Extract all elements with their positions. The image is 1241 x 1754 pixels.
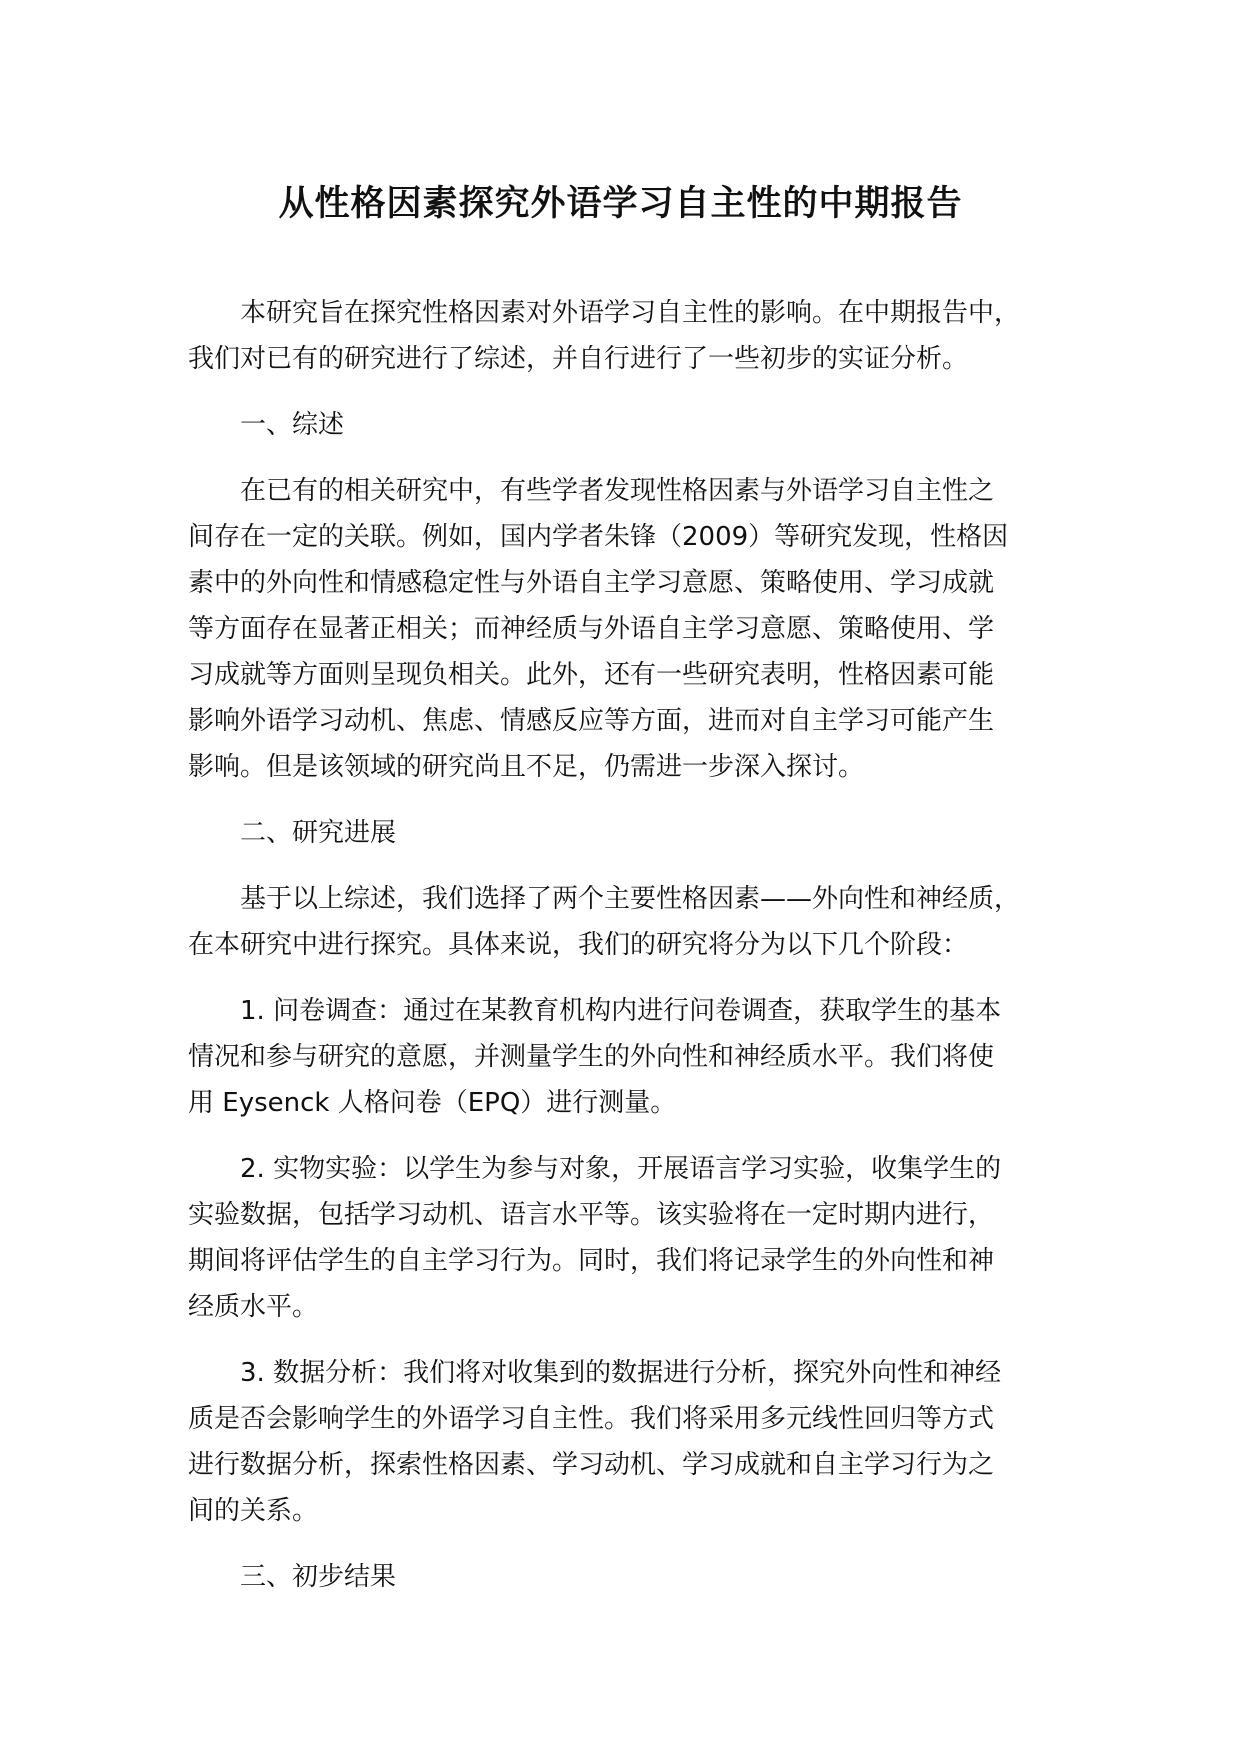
overview-paragraph: [188, 468, 1088, 790]
section-heading-progress: 二、研究进展: [240, 818, 397, 848]
list-item-data-analysis: [188, 1350, 1088, 1534]
text-line: 用 Eysenck 人格问卷（EPQ）进行测量。: [188, 1088, 677, 1118]
list-item-experiment: [188, 1146, 1088, 1330]
text-line: 期间将评估学生的自主学习行为。同时，我们将记录学生的外向性和神: [188, 1246, 995, 1276]
text-line: 在本研究中进行探究。具体来说，我们的研究将分为以下几个阶段：: [188, 930, 969, 960]
document-title: 从性格因素探究外语学习自主性的中期报告: [278, 184, 963, 224]
text-line: 实验数据，包括学习动机、语言水平等。该实验将在一定时期内进行，: [188, 1200, 995, 1230]
text-line: 3. 数据分析：我们将对收集到的数据进行分析，探究外向性和神经: [240, 1358, 1002, 1388]
text-line: 等方面存在显著正相关；而神经质与外语自主学习意愿、策略使用、学: [188, 614, 995, 644]
progress-paragraph: [188, 876, 1088, 968]
text-line: 间存在一定的关联。例如，国内学者朱锋（2009）等研究发现，性格因: [188, 522, 1009, 552]
section-heading-overview: 一、综述: [240, 410, 345, 440]
text-line: 经质水平。: [188, 1292, 319, 1322]
text-line: 情况和参与研究的意愿，并测量学生的外向性和神经质水平。我们将使: [188, 1042, 995, 1072]
text-line: 影响外语学习动机、焦虑、情感反应等方面，进而对自主学习可能产生: [188, 706, 995, 736]
text-line: 间的关系。: [188, 1496, 319, 1526]
text-line: 1. 问卷调查：通过在某教育机构内进行问卷调查，获取学生的基本: [240, 996, 1002, 1026]
text-line: 影响。但是该领域的研究尚且不足，仍需进一步深入探讨。: [188, 752, 865, 782]
text-line: 我们对已有的研究进行了综述，并自行进行了一些初步的实证分析。: [188, 344, 969, 374]
text-line: 质是否会影响学生的外语学习自主性。我们将采用多元线性回归等方式: [188, 1404, 995, 1434]
text-line: 进行数据分析，探索性格因素、学习动机、学习成就和自主学习行为之: [188, 1450, 995, 1480]
intro-paragraph: [188, 290, 1088, 382]
text-line: 习成就等方面则呈现负相关。此外，还有一些研究表明，性格因素可能: [188, 660, 995, 690]
document-body: [188, 290, 1088, 1620]
list-item-questionnaire: [188, 988, 1088, 1126]
text-line: 素中的外向性和情感稳定性与外语自主学习意愿、策略使用、学习成就: [188, 568, 995, 598]
section-heading-preliminary-results: 三、初步结果: [240, 1562, 397, 1592]
text-line: 基于以上综述，我们选择了两个主要性格因素——外向性和神经质，: [240, 884, 1021, 914]
text-line: 本研究旨在探究性格因素对外语学习自主性的影响。在中期报告中，: [240, 298, 1021, 328]
text-line: 在已有的相关研究中，有些学者发现性格因素与外语学习自主性之: [240, 476, 995, 506]
text-line: 2. 实物实验：以学生为参与对象，开展语言学习实验，收集学生的: [240, 1154, 1002, 1184]
